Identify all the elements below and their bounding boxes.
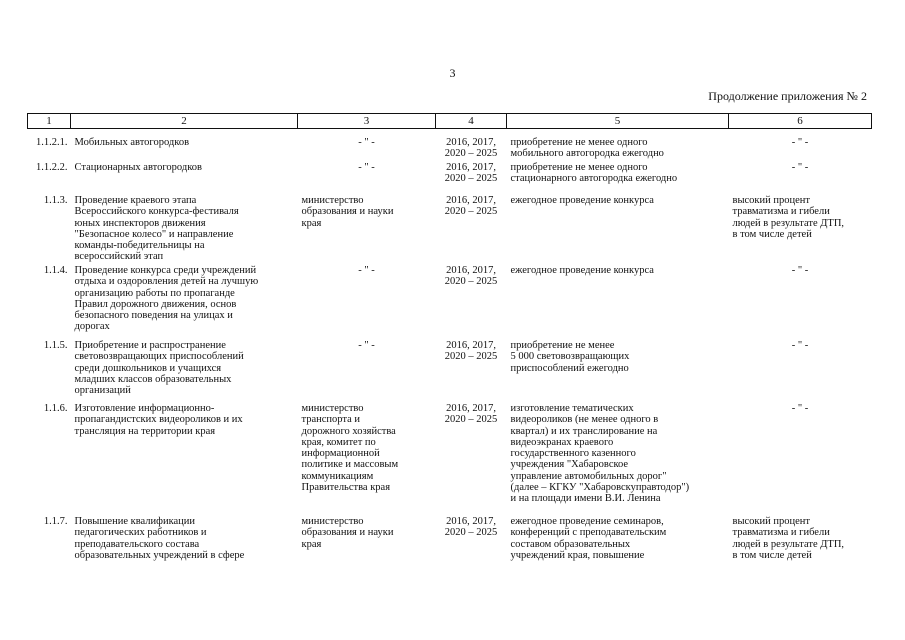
column-header: 2 [71,114,298,129]
measure-name-text: Проведение конкурса среди учреждений отдыха и оздоровления детей на лучшую организацию работы по пропаганде Правил дорожного движения, основ безопасного поведения на улицах и дорогах [74,265,259,333]
responsible-executor-text: министерство образования и науки края [301,195,394,229]
table-row [28,403,872,516]
responsible-executor-text: - " - [358,265,375,276]
table-row [28,340,872,403]
responsible-executor [298,162,436,195]
implementation-period [436,265,507,340]
column-header: 4 [436,114,507,129]
measure-name [71,516,298,586]
appendix-continuation: Продолжение приложения № 2 [708,89,867,103]
risk-consequence-text: - " - [791,265,809,276]
table-row [28,162,872,195]
risk-consequence [729,137,872,162]
responsible-executor [298,195,436,265]
table-row [28,137,872,162]
measure-name [71,195,298,265]
measure-name-text: Приобретение и распространение световозвращающих приспособлений среди дошкольников и учащихся младших классов образовательных организаций [74,340,244,397]
row-number-text: 1.1.5. [43,340,68,351]
responsible-executor-text: - " - [358,162,375,173]
risk-consequence [729,195,872,265]
measure-name [71,340,298,403]
row-number-text: 1.1.4. [43,265,68,276]
row-number-text: 1.1.6. [43,403,68,414]
measure-name-text: Проведение краевого этапа Всероссийского конкурса-фестиваля юных инспекторов движения "Безопасное колесо" и направление команды-победительницы на всероссийский этап [74,195,239,263]
responsible-executor-text: министерство транспорта и дорожного хозяйства края, комитет по информационной политике и массовым коммуникациям Правительства края [301,403,399,494]
implementation-period-text: 2016, 2017, 2020 – 2025 [444,340,498,363]
implementation-period [436,137,507,162]
risk-consequence [729,403,872,516]
expected-result [507,516,729,586]
responsible-executor-text: - " - [358,137,375,148]
column-header: 6 [729,114,872,129]
expected-result-text: ежегодное проведение семинаров, конференций с преподавательским составом образовательных учреждений края, повышение [510,516,667,561]
responsible-executor [298,265,436,340]
risk-consequence [729,340,872,403]
measure-name [71,265,298,340]
implementation-period [436,516,507,586]
measure-name-text: Повышение квалификации педагогических работников и преподавательского состава образовательных учреждений в сфере [74,516,245,561]
risk-consequence [729,162,872,195]
table-row [28,265,872,340]
column-header: 5 [507,114,729,129]
program-table [27,113,872,586]
measure-name-text: Стационарных автогородков [74,162,202,173]
row-number [28,265,71,340]
measure-name [71,403,298,516]
implementation-period-text: 2016, 2017, 2020 – 2025 [444,265,498,288]
expected-result [507,195,729,265]
row-number [28,195,71,265]
expected-result [507,162,729,195]
risk-consequence-text: высокий процент травматизма и гибели людей в результате ДТП, в том числе детей [732,195,845,240]
column-header: 1 [28,114,71,129]
row-number [28,162,71,195]
row-number-text: 1.1.2.2. [36,162,68,173]
table-row [28,516,872,586]
responsible-executor-text: министерство образования и науки края [301,516,394,550]
implementation-period-text: 2016, 2017, 2020 – 2025 [444,137,498,160]
risk-consequence-text: высокий процент травматизма и гибели людей в результате ДТП, в том числе детей [732,516,845,561]
risk-consequence-text: - " - [791,137,809,148]
responsible-executor-text: - " - [358,340,375,351]
implementation-period [436,340,507,403]
risk-consequence [729,516,872,586]
risk-consequence-text: - " - [791,403,809,414]
expected-result-text: приобретение не менее одного мобильного автогородка ежегодно [510,137,664,160]
implementation-period-text: 2016, 2017, 2020 – 2025 [444,195,498,218]
column-header: 3 [298,114,436,129]
table-row [28,195,872,265]
expected-result [507,137,729,162]
row-number-text: 1.1.2.1. [36,137,68,148]
implementation-period-text: 2016, 2017, 2020 – 2025 [444,403,498,426]
measure-name [71,137,298,162]
responsible-executor [298,340,436,403]
expected-result [507,403,729,516]
expected-result [507,340,729,403]
row-number-text: 1.1.3. [43,195,68,206]
measure-name-text: Изготовление информационно- пропагандистских видеороликов и их трансляция на территории края [74,403,243,437]
row-number [28,137,71,162]
row-number [28,516,71,586]
page-number: 3 [449,66,456,80]
measure-name-text: Мобильных автогородков [74,137,190,148]
implementation-period [436,403,507,516]
responsible-executor [298,516,436,586]
expected-result-text: приобретение не менее одного стационарного автогородка ежегодно [510,162,678,185]
responsible-executor [298,137,436,162]
risk-consequence-text: - " - [791,340,809,351]
row-number-text: 1.1.7. [43,516,68,527]
implementation-period [436,195,507,265]
expected-result-text: ежегодное проведение конкурса [510,195,654,206]
risk-consequence [729,265,872,340]
expected-result-text: изготовление тематических видеороликов (не менее одного в квартал) и их транслирование на видеоэкранах краевого государственного казенного учреждения "Хабаровское управление автомобильных дорог" (далее – КГКУ "Хабаровскуправтодор") и на площади имени В.И. Ленина [510,403,690,505]
expected-result-text: ежегодное проведение конкурса [510,265,654,276]
implementation-period-text: 2016, 2017, 2020 – 2025 [444,162,498,185]
expected-result-text: приобретение не менее 5 000 световозвращающих приспособлений ежегодно [510,340,630,374]
implementation-period [436,162,507,195]
implementation-period-text: 2016, 2017, 2020 – 2025 [444,516,498,539]
measure-name [71,162,298,195]
expected-result [507,265,729,340]
row-number [28,403,71,516]
row-number [28,340,71,403]
risk-consequence-text: - " - [791,162,809,173]
table-header-row [28,114,872,129]
responsible-executor [298,403,436,516]
